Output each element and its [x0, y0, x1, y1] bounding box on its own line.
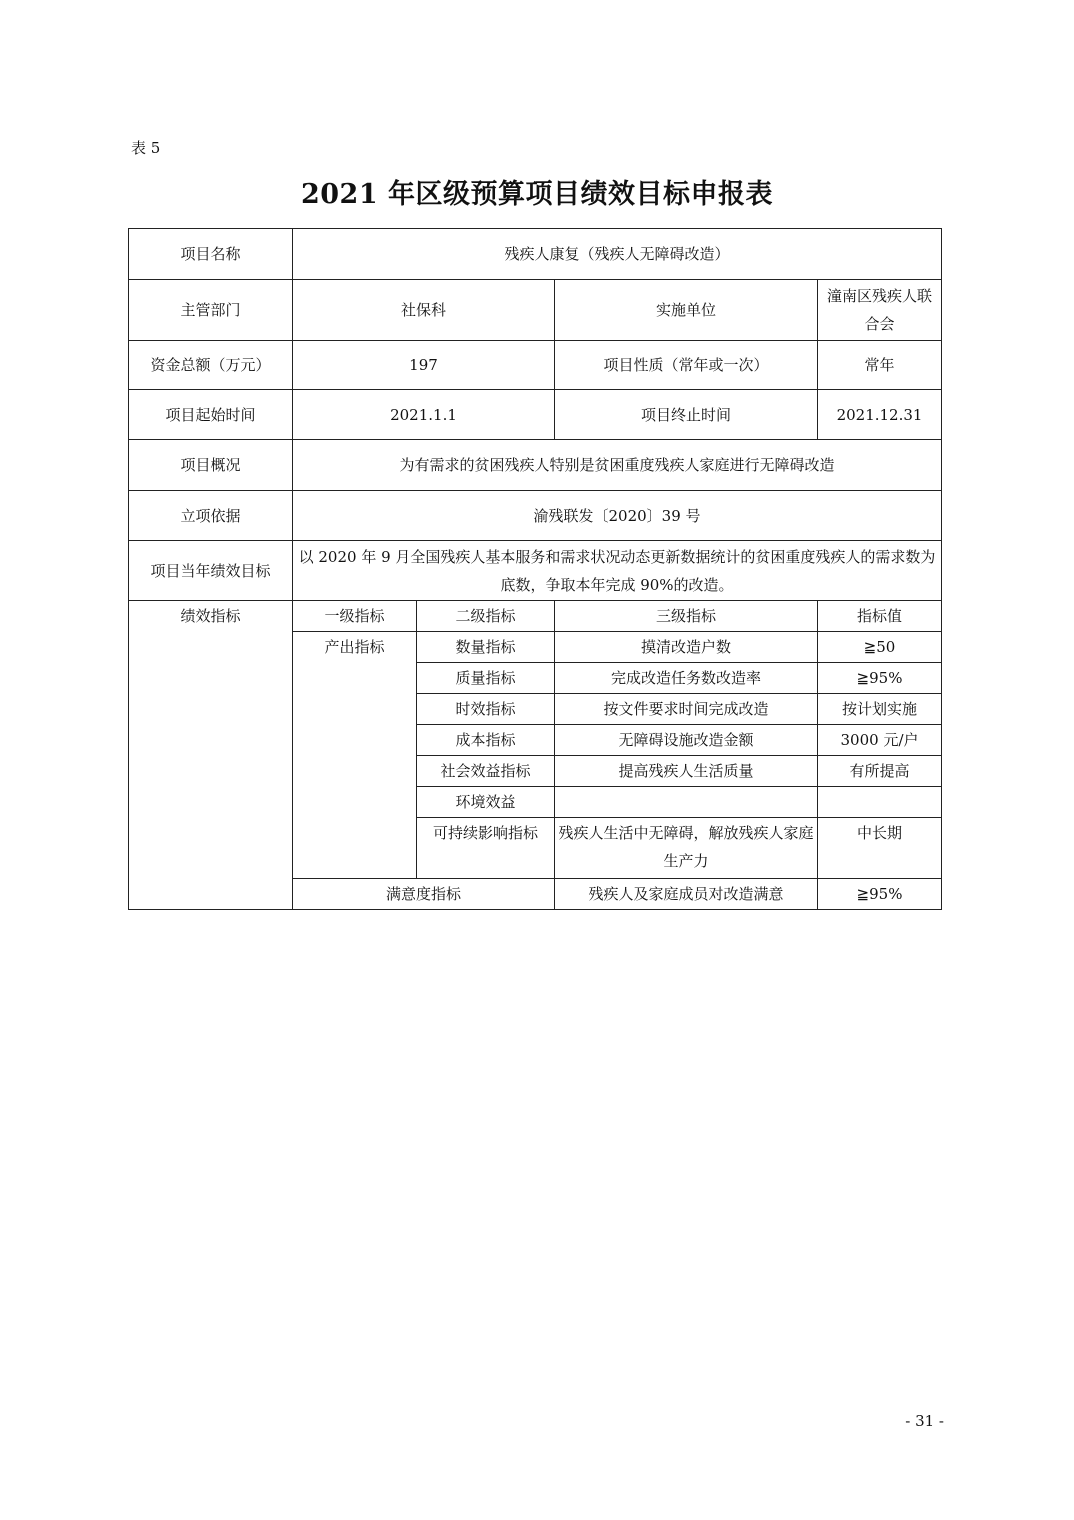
level2-cell: 成本指标	[417, 725, 555, 756]
level3-cell: 提高残疾人生活质量	[555, 756, 818, 787]
level2-cell: 社会效益指标	[417, 756, 555, 787]
nature-value: 常年	[818, 341, 942, 390]
value-cell: ≧95%	[818, 663, 942, 694]
level2-cell: 时效指标	[417, 694, 555, 725]
level3-cell: 摸清改造户数	[555, 632, 818, 663]
nature-label: 项目性质（常年或一次）	[555, 341, 818, 390]
level3-cell: 无障碍设施改造金额	[555, 725, 818, 756]
header-level3: 三级指标	[555, 601, 818, 632]
start-value: 2021.1.1	[293, 390, 555, 440]
row-perf-header	[129, 601, 942, 632]
row-goal	[129, 541, 942, 601]
performance-target-table	[128, 228, 942, 910]
dept-value: 社保科	[293, 280, 555, 341]
overview-label: 项目概况	[129, 440, 293, 491]
level3-cell: 残疾人生活中无障碍，解放残疾人家庭生产力	[555, 818, 818, 879]
goal-value: 以 2020 年 9 月全国残疾人基本服务和需求状况动态更新数据统计的贫困重度残疾人的需求数为底数，争取本年完成 90%的改造。	[293, 541, 942, 601]
level3-cell	[555, 787, 818, 818]
document-title: 2021 年区级预算项目绩效目标申报表	[300, 179, 774, 210]
value-cell: 有所提高	[818, 756, 942, 787]
level2-cell: 质量指标	[417, 663, 555, 694]
basis-label: 立项依据	[129, 491, 293, 541]
end-value: 2021.12.31	[818, 390, 942, 440]
project-name-value: 残疾人康复（残疾人无障碍改造）	[293, 229, 942, 280]
level3-cell: 按文件要求时间完成改造	[555, 694, 818, 725]
basis-value: 渝残联发〔2020〕39 号	[293, 491, 942, 541]
satisfaction-level3: 残疾人及家庭成员对改造满意	[555, 879, 818, 910]
overview-value: 为有需求的贫困残疾人特别是贫困重度残疾人家庭进行无障碍改造	[293, 440, 942, 491]
impl-unit-value: 潼南区残疾人联合会	[818, 280, 942, 341]
dept-label: 主管部门	[129, 280, 293, 341]
fund-value: 197	[293, 341, 555, 390]
goal-label: 项目当年绩效目标	[129, 541, 293, 601]
row-basis	[129, 491, 942, 541]
end-label: 项目终止时间	[555, 390, 818, 440]
fund-label: 资金总额（万元）	[129, 341, 293, 390]
level2-cell: 可持续影响指标	[417, 818, 555, 879]
level1-output: 产出指标	[293, 632, 417, 879]
satisfaction-value: ≧95%	[818, 879, 942, 910]
row-period	[129, 390, 942, 440]
row-department	[129, 280, 942, 341]
level3-cell: 完成改造任务数改造率	[555, 663, 818, 694]
value-cell: 中长期	[818, 818, 942, 879]
row-project-name	[129, 229, 942, 280]
impl-unit-label: 实施单位	[555, 280, 818, 341]
table-number: 表 5	[131, 139, 161, 157]
row-overview	[129, 440, 942, 491]
project-name-label: 项目名称	[129, 229, 293, 280]
value-cell: 按计划实施	[818, 694, 942, 725]
satisfaction-label: 满意度指标	[293, 879, 555, 910]
start-label: 项目起始时间	[129, 390, 293, 440]
header-level2: 二级指标	[417, 601, 555, 632]
header-value: 指标值	[818, 601, 942, 632]
page-number: - 31 -	[905, 1412, 944, 1430]
header-level1: 一级指标	[293, 601, 417, 632]
value-cell	[818, 787, 942, 818]
level2-cell: 数量指标	[417, 632, 555, 663]
value-cell: 3000 元/户	[818, 725, 942, 756]
level2-cell: 环境效益	[417, 787, 555, 818]
row-fund	[129, 341, 942, 390]
perf-label: 绩效指标	[129, 601, 293, 910]
value-cell: ≧50	[818, 632, 942, 663]
